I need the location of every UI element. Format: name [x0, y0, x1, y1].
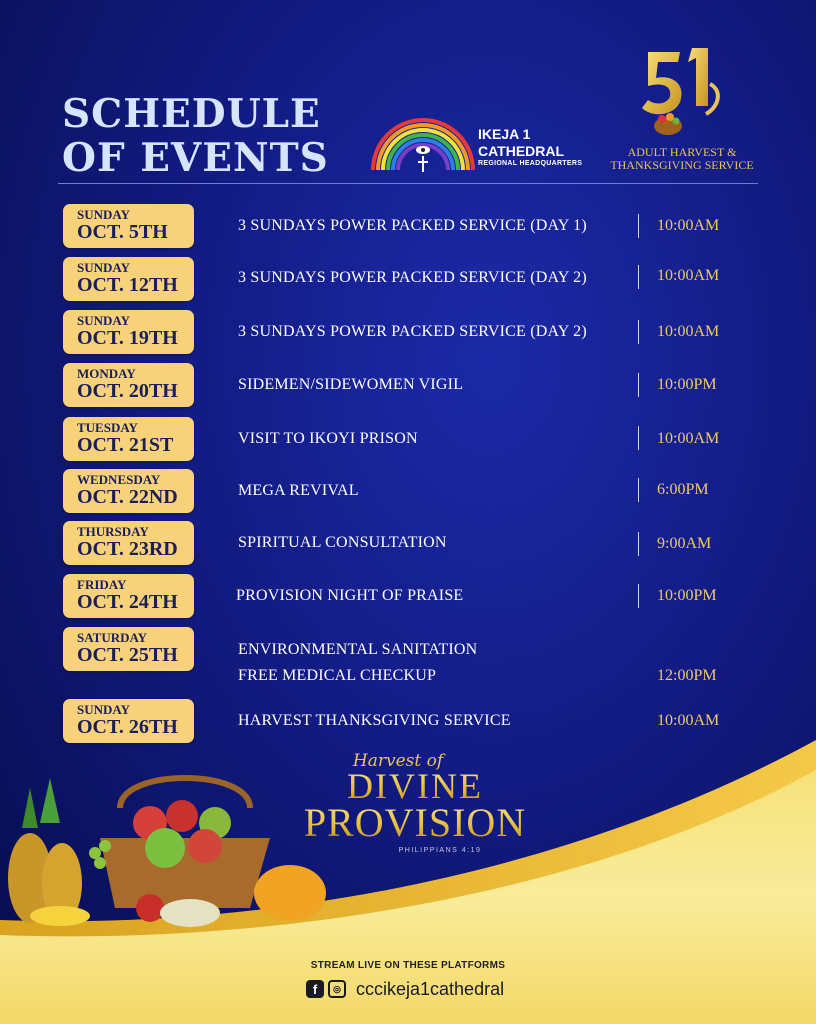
anniversary-line-1: ADULT HARVEST &: [627, 145, 737, 159]
date-pill: [63, 417, 194, 461]
facebook-icon[interactable]: f: [306, 980, 324, 998]
social-handle[interactable]: cccikeja1cathedral: [356, 978, 505, 999]
time-separator: [638, 320, 639, 344]
day-label: FRIDAY: [77, 577, 127, 592]
event-time: 10:00AM: [657, 217, 720, 234]
date-pill: [63, 699, 194, 743]
event-time: 10:00PM: [657, 587, 717, 604]
time-separator: [638, 584, 639, 608]
date-label: OCT. 19TH: [77, 327, 178, 349]
day-label: THURSDAY: [77, 524, 149, 539]
theme-verse: PHILIPPIANS 4:19: [398, 847, 482, 854]
day-label: SUNDAY: [77, 702, 130, 717]
event-time: 10:00AM: [657, 323, 720, 340]
date-pill: [63, 257, 194, 301]
date-label: OCT. 5TH: [77, 221, 168, 243]
date-pill: [63, 469, 194, 513]
event-time: 10:00PM: [657, 376, 717, 393]
event-name: 3 SUNDAYS POWER PACKED SERVICE (DAY 2): [238, 323, 587, 340]
event-time: 10:00AM: [657, 712, 720, 729]
event-name: HARVEST THANKSGIVING SERVICE: [238, 712, 511, 729]
day-label: SUNDAY: [77, 260, 130, 275]
time-separator: [638, 532, 639, 556]
event-name: SPIRITUAL CONSULTATION: [238, 534, 447, 551]
theme-script: Harvest of: [352, 751, 444, 771]
date-label: OCT. 25TH: [77, 644, 178, 666]
stream-label: STREAM LIVE ON THESE PLATFORMS: [310, 960, 506, 971]
date-pill: [63, 310, 194, 354]
title-line-1: SCHEDULE: [62, 91, 321, 137]
divine-provision-logo: [280, 746, 550, 856]
date-pill: [63, 521, 194, 565]
time-separator: [638, 214, 639, 238]
date-label: OCT. 24TH: [77, 591, 178, 613]
date-label: OCT. 22ND: [77, 486, 178, 508]
event-name: 3 SUNDAYS POWER PACKED SERVICE (DAY 2): [238, 269, 587, 286]
church-name-line-2: CATHEDRAL: [478, 143, 565, 159]
day-label: TUESDAY: [77, 420, 138, 435]
date-pill: [63, 627, 194, 671]
event-time: 10:00AM: [657, 267, 720, 284]
page-title: [62, 92, 329, 180]
date-pill: [63, 204, 194, 248]
instagram-icon[interactable]: ◎: [328, 980, 346, 998]
date-label: OCT. 12TH: [77, 274, 178, 296]
church-rainbow-logo: [368, 108, 478, 178]
title-line-2: OF EVENTS: [62, 135, 329, 181]
day-label: WEDNESDAY: [77, 472, 161, 487]
day-label: MONDAY: [77, 366, 136, 381]
time-separator: [638, 373, 639, 397]
event-time: 9:00AM: [657, 535, 712, 552]
anniversary-caption: [604, 146, 760, 172]
date-pill: [63, 574, 194, 618]
church-name: [478, 126, 582, 167]
date-label: OCT. 23RD: [77, 538, 178, 560]
date-pill: [63, 363, 194, 407]
theme-line-2: PROVISION: [303, 800, 527, 845]
time-separator: [638, 478, 639, 502]
day-label: SUNDAY: [77, 207, 130, 222]
event-name: MEGA REVIVAL: [238, 482, 359, 499]
date-label: OCT. 20TH: [77, 380, 178, 402]
event-name: VISIT TO IKOYI PRISON: [238, 430, 418, 447]
church-name-line-3: REGIONAL HEADQUARTERS: [478, 160, 583, 167]
date-label: OCT. 21ST: [77, 434, 174, 456]
day-label: SUNDAY: [77, 313, 130, 328]
header-divider: [58, 183, 758, 184]
theme-line-1: DIVINE: [347, 766, 483, 806]
event-name: SIDEMEN/SIDEWOMEN VIGIL: [238, 376, 464, 393]
anniversary-51-logo: [630, 44, 730, 144]
date-label: OCT. 26TH: [77, 716, 178, 738]
day-label: SATURDAY: [77, 630, 148, 645]
event-time: 12:00PM: [657, 667, 717, 684]
time-separator: [638, 265, 639, 289]
event-time: 10:00AM: [657, 430, 720, 447]
anniversary-line-2: THANKSGIVING SERVICE: [610, 158, 754, 172]
church-name-line-1: IKEJA 1: [478, 126, 531, 142]
event-name: 3 SUNDAYS POWER PACKED SERVICE (DAY 1): [238, 217, 587, 234]
event-name: ENVIRONMENTAL SANITATION: [238, 641, 478, 658]
event-name: PROVISION NIGHT OF PRAISE: [236, 587, 464, 604]
time-separator: [638, 426, 639, 450]
social-links: [306, 977, 504, 1001]
event-name-secondary: FREE MEDICAL CHECKUP: [238, 667, 437, 684]
event-time: 6:00PM: [657, 481, 709, 498]
